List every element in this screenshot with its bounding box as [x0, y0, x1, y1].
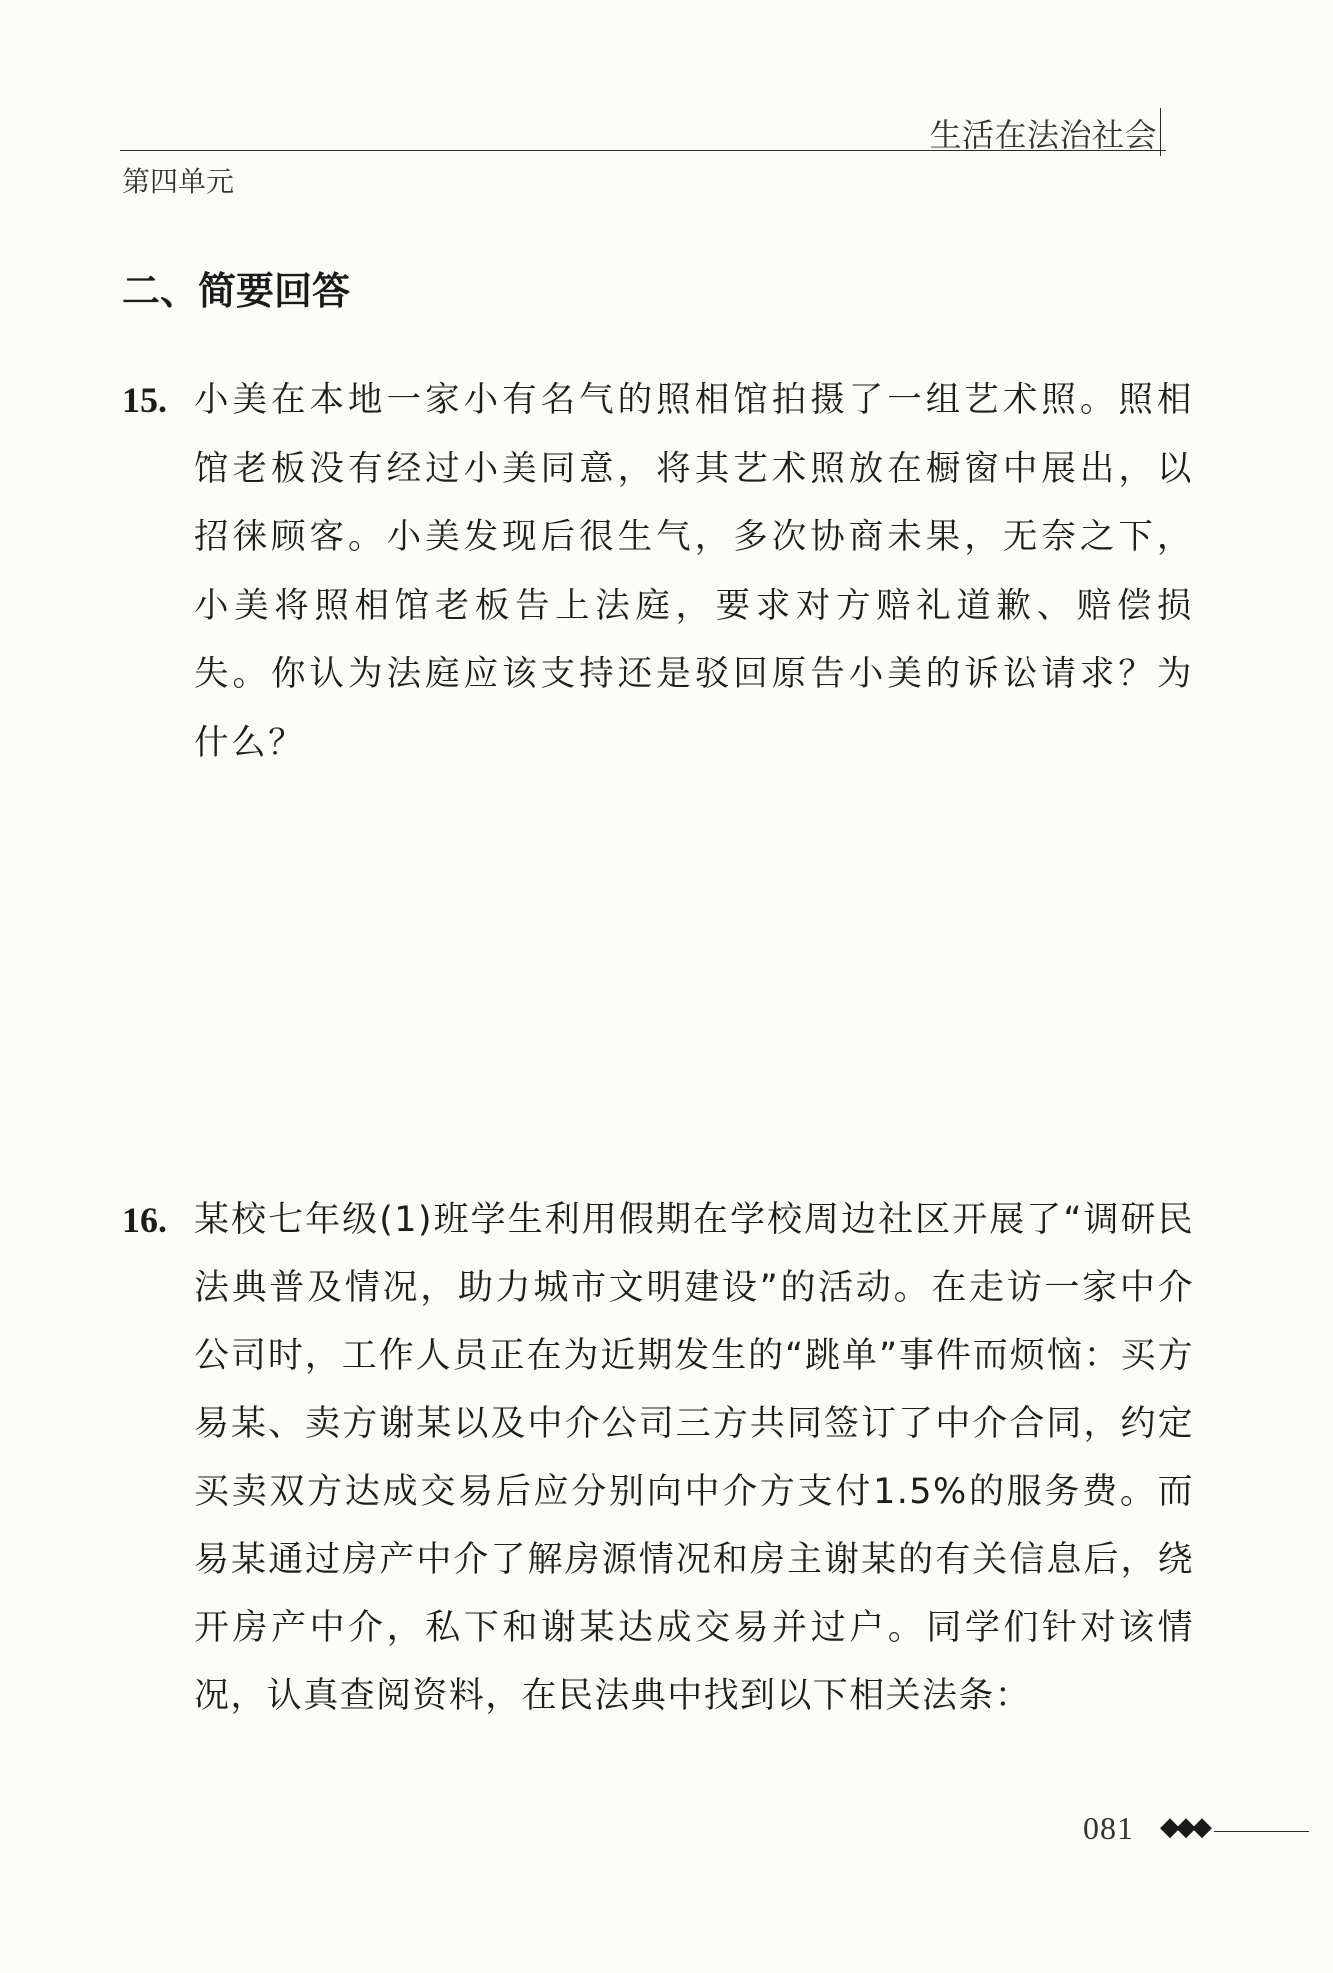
- footer-rule: [1214, 1831, 1309, 1832]
- question-16: [122, 1186, 1194, 1746]
- page-number: 081: [1083, 1810, 1134, 1846]
- running-header-title: 生活在法治社会: [929, 116, 1157, 154]
- question-number: 16.: [122, 1200, 167, 1240]
- question-text: 小美在本地一家小有名气的照相馆拍摄了一组艺术照。照相馆老板没有经过小美同意，将其艺术照放在橱窗中展出，以招徕顾客。小美发现后很生气，多次协商未果，无奈之下，小美将照相馆老板告上法庭，要求对方赔礼道歉、赔偿损失。你认为法庭应该支持还是驳回原告小美的诉讼请求？为什么？: [194, 380, 1194, 763]
- question-text: 某校七年级(1)班学生利用假期在学校周边社区开展了“调研民法典普及情况，助力城市文明建设”的活动。在走访一家中介公司时，工作人员正在为近期发生的“跳单”事件而烦恼：买方易某、卖方谢某以及中介公司三方共同签订了中介合同，约定买卖双方达成交易后应分别向中介方支付1.5%的服务费。而易某通过房产中介了解房源情况和房主谢某的有关信息后，绕开房产中介，私下和谢某达成交易并过户。同学们针对该情况，认真查阅资料，在民法典中找到以下相关法条：: [194, 1200, 1194, 1716]
- question-number: 15.: [122, 380, 167, 420]
- diamond-ornament-icon: ◆◆◆: [1160, 1812, 1208, 1842]
- unit-label: 第四单元: [122, 165, 235, 198]
- header-rule: [120, 150, 1166, 151]
- section-heading: 二、简要回答: [122, 269, 351, 313]
- question-15: [122, 366, 1194, 786]
- header-divider-bar: [1160, 108, 1161, 156]
